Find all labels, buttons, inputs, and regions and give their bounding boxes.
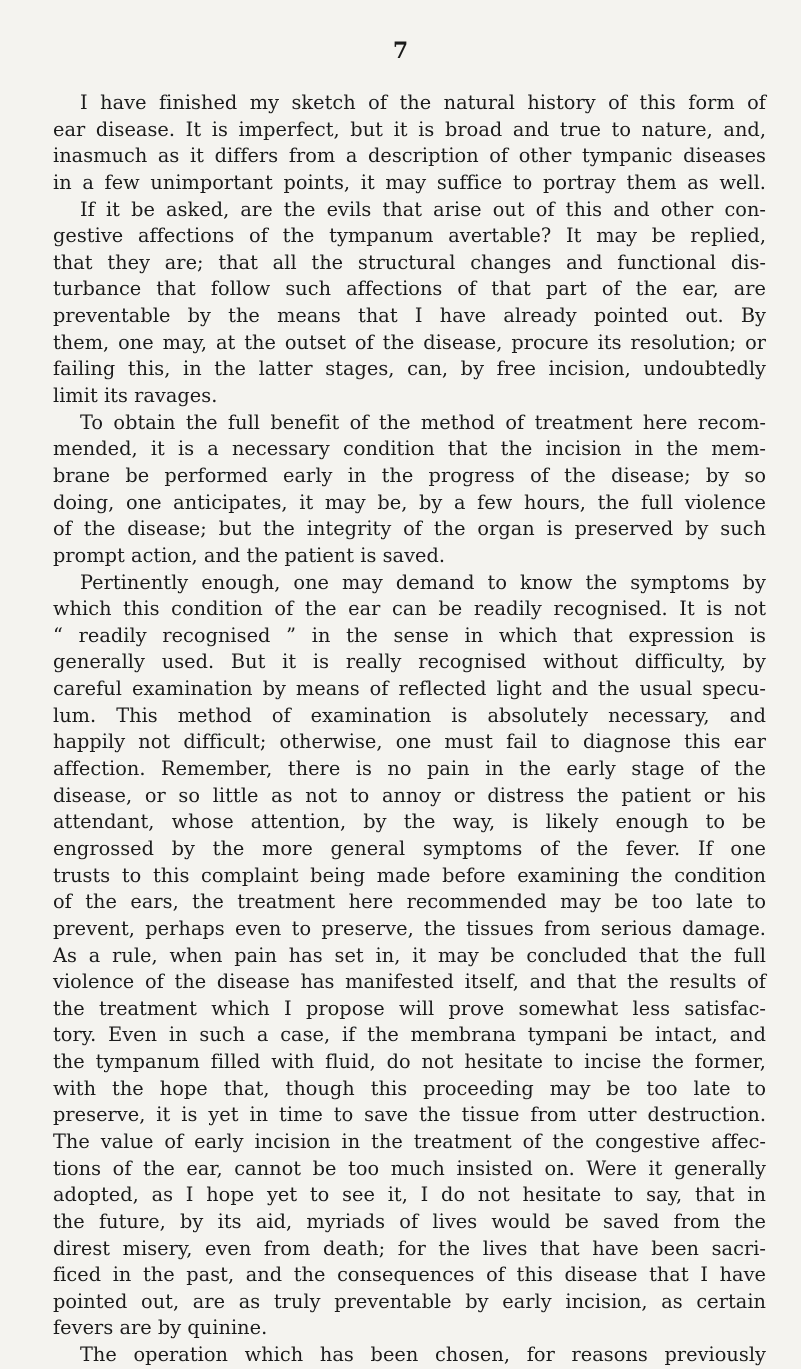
text-line: The operation which has been chosen, for reasons previously xyxy=(80,1343,766,1367)
text-line: which this condition of the ear can be readily recognised. It is not xyxy=(53,597,766,621)
text-line: turbance that follow such affections of that part of the ear, are xyxy=(53,277,766,301)
text-line: brane be performed early in the progress of the disease; by so xyxy=(53,463,766,487)
text-line: trusts to this complaint being made before examining the condition xyxy=(53,863,766,887)
text-line: with the hope that, though this proceeding may be too late to xyxy=(53,1076,766,1100)
text-line: As a rule, when pain has set in, it may be concluded that the full xyxy=(53,943,766,967)
text-line: To obtain the full benefit of the method of treatment here recom- xyxy=(80,410,766,434)
text-line: careful examination by means of reflected light and the usual specu- xyxy=(53,677,766,701)
body-text xyxy=(53,90,766,1369)
text-line: ficed in the past, and the consequences of this disease that I have xyxy=(53,1263,766,1287)
text-line: prevent, perhaps even to preserve, the tissues from serious damage. xyxy=(53,916,766,940)
page-number: 7 xyxy=(392,38,409,64)
text-line: Pertinently enough, one may demand to know the symptoms by xyxy=(80,570,766,594)
text-line: tions of the ear, cannot be too much insisted on. Were it generally xyxy=(53,1156,766,1180)
text-line: in a few unimportant points, it may suffice to portray them as well. xyxy=(53,170,766,194)
text-line: preventable by the means that I have already pointed out. By xyxy=(53,304,766,328)
text-line: tory. Even in such a case, if the membrana tympani be intact, and xyxy=(53,1023,766,1047)
text-line: gestive affections of the tympanum avertable? It may be replied, xyxy=(53,224,766,248)
text-line: mended, it is a necessary condition that the incision in the mem- xyxy=(53,437,766,461)
text-line: I have finished my sketch of the natural history of this form of xyxy=(80,91,766,114)
text-line: lum. This method of examination is absolutely necessary, and xyxy=(53,703,766,727)
text-line: attendant, whose attention, by the way, is likely enough to be xyxy=(53,810,766,834)
text-line: doing, one anticipates, it may be, by a few hours, the full violence xyxy=(53,490,766,514)
text-line: affection. Remember, there is no pain in the early stage of the xyxy=(53,757,766,781)
text-line: “ readily recognised ” in the sense in which that expression is xyxy=(53,623,766,647)
text-line: adopted, as I hope yet to see it, I do not hesitate to say, that in xyxy=(53,1183,766,1207)
text-line: disease, or so little as not to annoy or distress the patient or his xyxy=(53,783,766,807)
text-line: that they are; that all the structural changes and functional dis- xyxy=(53,250,766,274)
text-line: the future, by its aid, myriads of lives would be saved from the xyxy=(53,1209,766,1233)
text-line: prompt action, and the patient is saved. xyxy=(53,543,446,567)
text-line: The value of early incision in the treatment of the congestive affec- xyxy=(53,1129,766,1153)
text-line: If it be asked, are the evils that arise out of this and other con- xyxy=(80,197,766,221)
text-line: of the ears, the treatment here recommended may be too late to xyxy=(53,890,766,914)
text-line: limit its ravages. xyxy=(53,384,218,408)
text-line: fevers are by quinine. xyxy=(53,1316,268,1340)
text-line: engrossed by the more general symptoms of the fever. If one xyxy=(53,836,766,860)
text-line: the treatment which I propose will prove somewhat less satisfac- xyxy=(53,996,766,1020)
text-line: violence of the disease has manifested itself, and that the results of xyxy=(53,970,766,994)
text-line: them, one may, at the outset of the disease, procure its resolution; or xyxy=(53,330,766,354)
text-line: the tympanum filled with fluid, do not hesitate to incise the former, xyxy=(53,1050,766,1074)
text-line: happily not difficult; otherwise, one must fail to diagnose this ear xyxy=(53,730,766,754)
text-line: ear disease. It is imperfect, but it is broad and true to nature, and, xyxy=(53,117,766,141)
text-line: generally used. But it is really recognised without difficulty, by xyxy=(53,650,766,674)
text-line: failing this, in the latter stages, can, by free incision, undoubtedly xyxy=(53,357,766,381)
text-line: direst misery, even from death; for the lives that have been sacri- xyxy=(53,1236,766,1260)
text-line: pointed out, are as truly preventable by early incision, as certain xyxy=(53,1289,766,1313)
text-line: of the disease; but the integrity of the organ is preserved by such xyxy=(53,517,766,541)
text-line: inasmuch as it differs from a description of other tympanic diseases xyxy=(53,144,766,168)
text-line: preserve, it is yet in time to save the tissue from utter destruction. xyxy=(53,1103,766,1127)
